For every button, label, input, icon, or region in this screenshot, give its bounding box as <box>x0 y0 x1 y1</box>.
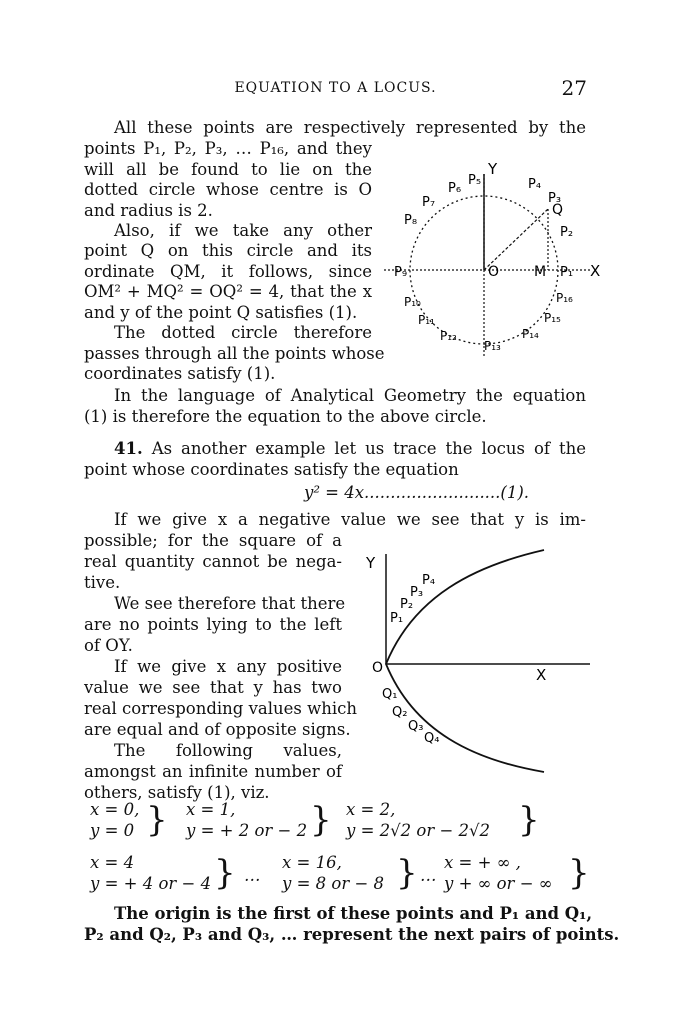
p15-label: P₁₅ <box>544 311 561 325</box>
text-line: point whose coordinates satisfy the equation <box>84 460 459 479</box>
text-line: The following values, <box>114 741 342 760</box>
text-line: coordinates satisfy (1). <box>84 364 276 383</box>
p4-label: P₄ <box>422 573 436 588</box>
p2-label: P₂ <box>560 225 574 240</box>
ellipsis: … <box>420 866 437 885</box>
q1-label: Q₁ <box>382 687 398 702</box>
text-line: passes through all the points whose <box>84 344 385 363</box>
p1-label: P₁ <box>390 611 404 626</box>
p12-label: P₁₂ <box>440 329 457 343</box>
parabola-locus-figure <box>364 546 594 786</box>
circle-locus-figure <box>384 160 604 360</box>
x-axis-label: X <box>536 666 547 684</box>
page-number: 27 <box>561 76 587 100</box>
p5-label: P₅ <box>468 173 482 188</box>
text-line: of OY. <box>84 636 133 655</box>
p14-label: P₁₄ <box>522 327 539 341</box>
y-axis-label: Y <box>366 554 376 572</box>
q4-label: Q₄ <box>424 731 440 746</box>
value-c-y: y = 2√2 or − 2√2 <box>346 821 491 840</box>
text-line: dotted circle whose centre is O <box>84 180 372 199</box>
text-line: will all be found to lie on the <box>84 160 372 179</box>
brace-icon: } <box>568 853 590 893</box>
section-number: 41. <box>114 439 143 458</box>
text-line: others, satisfy (1), viz. <box>84 783 270 802</box>
p11-label: P₁₁ <box>418 313 435 327</box>
running-head: EQUATION TO A LOCUS. <box>234 80 437 96</box>
p7-label: P₇ <box>422 195 436 210</box>
p13-label: P₁₃ <box>484 339 501 353</box>
text-line: amongst an infinite number of <box>84 762 342 781</box>
section-text: As another example let us trace the locus of the <box>151 439 586 458</box>
text-line: Also, if we take any other <box>114 221 372 240</box>
p4-label: P₄ <box>528 177 542 192</box>
brace-icon: } <box>518 800 540 840</box>
origin-label: O <box>372 660 384 676</box>
value-f-y: y + ∞ or − ∞ <box>444 874 553 893</box>
value-f-x: x = + ∞ , <box>444 853 521 872</box>
p8-label: P₈ <box>404 213 418 228</box>
x-axis-label: X <box>590 262 601 280</box>
text-line: ordinate QM, it follows, since <box>84 262 372 281</box>
text-line: and radius is 2. <box>84 201 213 220</box>
page-header <box>84 76 587 100</box>
p1-label: P₁ <box>560 265 574 280</box>
text-line: point Q on this circle and its <box>84 241 372 260</box>
text-line: are no points lying to the left <box>84 615 342 634</box>
value-b-y: y = + 2 or − 2 <box>186 821 308 840</box>
text-line: real quantity cannot be nega- <box>84 552 342 571</box>
text-line: are equal and of opposite signs. <box>84 720 351 739</box>
text-line: possible; for the square of a <box>84 531 342 550</box>
text-line: tive. <box>84 573 121 592</box>
text-line: and y of the point Q satisfies (1). <box>84 303 358 322</box>
text-line: If we give x any positive <box>114 657 342 676</box>
text-line: OM² + MQ² = OQ² = 4, that the x <box>84 282 372 301</box>
p9-label: P₉ <box>394 265 408 280</box>
value-d-x: x = 4 <box>90 853 135 872</box>
text-line: If we give x a negative value we see that y is im- <box>114 510 586 529</box>
value-b-x: x = 1, <box>186 800 236 819</box>
text-line: P₂ and Q₂, P₃ and Q₃, … represent the next pairs of points. <box>84 925 620 944</box>
brace-icon: } <box>214 853 236 893</box>
section-41-heading <box>84 439 586 459</box>
origin-label: O <box>488 264 500 280</box>
p6-label: P₆ <box>448 181 462 196</box>
p3-label: P₃ <box>548 191 562 206</box>
text-line: The dotted circle therefore <box>114 323 372 342</box>
text-line: In the language of Analytical Geometry the equation <box>114 386 586 405</box>
ellipsis: … <box>244 866 261 885</box>
p3-label: P₃ <box>410 585 424 600</box>
p10-label: P₁₀ <box>404 295 421 309</box>
text-line: points P₁, P₂, P₃, … P₁₆, and they <box>84 139 372 158</box>
brace-icon: } <box>310 800 332 840</box>
p16-label: P₁₆ <box>556 291 573 305</box>
value-a-y: y = 0 <box>90 821 135 840</box>
p2-label: P₂ <box>400 597 414 612</box>
q2-label: Q₂ <box>392 705 408 720</box>
value-c-x: x = 2, <box>346 800 396 819</box>
text-line: The origin is the first of these points and P₁ and Q₁, <box>114 904 593 923</box>
q3-label: Q₃ <box>408 719 424 734</box>
q-label: Q <box>552 202 564 218</box>
text-line: real corresponding values which <box>84 699 358 718</box>
value-e-y: y = 8 or − 8 <box>282 874 385 893</box>
text-line: We see therefore that there <box>114 594 346 613</box>
y-axis-label: Y <box>488 160 498 178</box>
text-line: All these points are respectively represented by the <box>114 118 586 137</box>
value-a-x: x = 0, <box>90 800 140 819</box>
value-d-y: y = + 4 or − 4 <box>90 874 212 893</box>
text-line: value we see that y has two <box>84 678 342 697</box>
text-line: (1) is therefore the equation to the above circle. <box>84 407 487 426</box>
brace-icon: } <box>146 800 168 840</box>
equation-1: y² = 4x..........................(1). <box>304 483 530 502</box>
brace-icon: } <box>396 853 418 893</box>
value-e-x: x = 16, <box>282 853 342 872</box>
m-label: M <box>534 264 547 280</box>
